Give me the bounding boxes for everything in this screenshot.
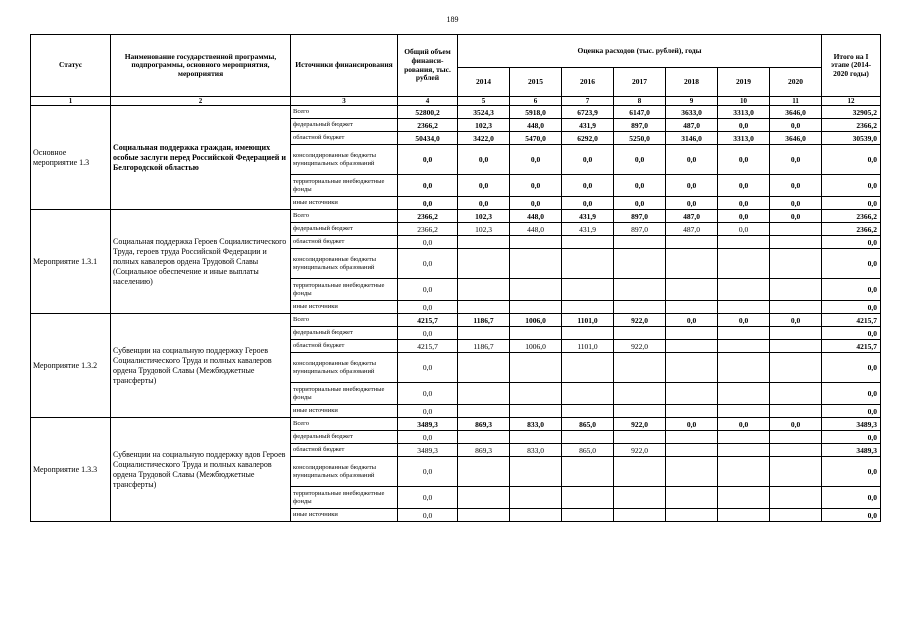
funding-source: федеральный бюджет xyxy=(291,223,398,236)
year-value-cell xyxy=(458,279,510,301)
year-value-cell: 0,0 xyxy=(718,145,770,175)
year-value-cell: 869,3 xyxy=(458,444,510,457)
year-value-cell xyxy=(718,249,770,279)
year-value-cell xyxy=(458,487,510,509)
header-stage-total: Итого на I этапе (2014-2020 годы) xyxy=(822,35,881,97)
year-value-cell: 3646,0 xyxy=(770,132,822,145)
year-value-cell: 3633,0 xyxy=(666,106,718,119)
year-value-cell xyxy=(458,405,510,418)
year-value-cell xyxy=(770,444,822,457)
stage-total-cell: 0,0 xyxy=(822,457,881,487)
year-value-cell: 0,0 xyxy=(770,197,822,210)
year-value-cell: 0,0 xyxy=(666,314,718,327)
year-value-cell xyxy=(458,249,510,279)
year-value-cell: 487,0 xyxy=(666,119,718,132)
year-value-cell: 0,0 xyxy=(666,418,718,431)
header-name: Наименование государственной программы, подпрограммы, основного мероприятия, мероприятия xyxy=(111,35,291,97)
year-value-cell: 6147,0 xyxy=(614,106,666,119)
column-number: 12 xyxy=(822,97,881,106)
stage-total-cell: 0,0 xyxy=(822,301,881,314)
year-value-cell: 897,0 xyxy=(614,210,666,223)
funding-source: областной бюджет xyxy=(291,340,398,353)
year-value-cell: 6723,9 xyxy=(562,106,614,119)
year-value-cell: 0,0 xyxy=(770,210,822,223)
total-volume-cell: 4215,7 xyxy=(398,340,458,353)
year-value-cell xyxy=(770,487,822,509)
year-value-cell: 865,0 xyxy=(562,418,614,431)
header-year: 2019 xyxy=(718,68,770,97)
year-value-cell xyxy=(614,353,666,383)
year-value-cell: 897,0 xyxy=(614,119,666,132)
year-value-cell xyxy=(510,279,562,301)
year-value-cell: 3313,0 xyxy=(718,106,770,119)
stage-total-cell: 0,0 xyxy=(822,175,881,197)
year-value-cell xyxy=(614,431,666,444)
expenses-table xyxy=(30,34,881,522)
stage-total-cell: 0,0 xyxy=(822,236,881,249)
year-value-cell xyxy=(770,279,822,301)
header-year: 2016 xyxy=(562,68,614,97)
total-volume-cell: 0,0 xyxy=(398,487,458,509)
year-value-cell: 6292,0 xyxy=(562,132,614,145)
year-value-cell xyxy=(666,279,718,301)
year-value-cell xyxy=(562,431,614,444)
column-number: 10 xyxy=(718,97,770,106)
stage-total-cell: 3489,3 xyxy=(822,444,881,457)
year-value-cell xyxy=(718,509,770,522)
year-value-cell: 0,0 xyxy=(562,197,614,210)
year-value-cell xyxy=(718,457,770,487)
header-total-volume: Общий объем финанси-рования, тыс. рублей xyxy=(398,35,458,97)
stage-total-cell: 30539,0 xyxy=(822,132,881,145)
year-value-cell: 0,0 xyxy=(458,197,510,210)
year-value-cell: 922,0 xyxy=(614,418,666,431)
year-value-cell xyxy=(666,353,718,383)
year-value-cell xyxy=(510,487,562,509)
column-number: 6 xyxy=(510,97,562,106)
year-value-cell xyxy=(614,405,666,418)
year-value-cell xyxy=(458,236,510,249)
column-number: 9 xyxy=(666,97,718,106)
year-value-cell: 0,0 xyxy=(718,175,770,197)
year-value-cell xyxy=(562,405,614,418)
year-value-cell xyxy=(666,383,718,405)
column-number: 5 xyxy=(458,97,510,106)
year-value-cell xyxy=(510,405,562,418)
funding-source: иные источники xyxy=(291,405,398,418)
header-estimate: Оценка расходов (тыс. рублей), годы xyxy=(458,35,822,68)
stage-total-cell: 0,0 xyxy=(822,145,881,175)
total-volume-cell: 0,0 xyxy=(398,383,458,405)
total-volume-cell: 3489,3 xyxy=(398,418,458,431)
year-value-cell xyxy=(666,236,718,249)
year-value-cell xyxy=(718,301,770,314)
stage-total-cell: 0,0 xyxy=(822,353,881,383)
funding-source: федеральный бюджет xyxy=(291,119,398,132)
total-volume-cell: 3489,3 xyxy=(398,444,458,457)
stage-total-cell: 4215,7 xyxy=(822,314,881,327)
funding-source: областной бюджет xyxy=(291,236,398,249)
year-value-cell xyxy=(562,279,614,301)
year-value-cell xyxy=(666,249,718,279)
funding-source: консолидированные бюджеты муниципальных образований xyxy=(291,249,398,279)
year-value-cell xyxy=(458,301,510,314)
year-value-cell xyxy=(562,383,614,405)
year-value-cell xyxy=(770,431,822,444)
year-value-cell xyxy=(770,236,822,249)
year-value-cell xyxy=(666,487,718,509)
year-value-cell xyxy=(510,431,562,444)
row-status: Мероприятие 1.3.2 xyxy=(31,314,111,418)
table-row xyxy=(31,106,881,119)
year-value-cell: 0,0 xyxy=(562,175,614,197)
year-value-cell: 5250,0 xyxy=(614,132,666,145)
year-value-cell: 448,0 xyxy=(510,223,562,236)
year-value-cell: 0,0 xyxy=(718,197,770,210)
year-value-cell xyxy=(510,301,562,314)
stage-total-cell: 0,0 xyxy=(822,509,881,522)
row-status: Основное мероприятие 1.3 xyxy=(31,106,111,210)
funding-source: иные источники xyxy=(291,197,398,210)
year-value-cell: 102,3 xyxy=(458,223,510,236)
total-volume-cell: 2366,2 xyxy=(398,223,458,236)
year-value-cell xyxy=(666,327,718,340)
year-value-cell xyxy=(562,236,614,249)
total-volume-cell: 2366,2 xyxy=(398,210,458,223)
year-value-cell xyxy=(614,487,666,509)
stage-total-cell: 2366,2 xyxy=(822,119,881,132)
year-value-cell: 3524,3 xyxy=(458,106,510,119)
year-value-cell xyxy=(770,353,822,383)
year-value-cell: 3146,0 xyxy=(666,132,718,145)
year-value-cell: 0,0 xyxy=(770,145,822,175)
year-value-cell xyxy=(614,301,666,314)
funding-source: областной бюджет xyxy=(291,444,398,457)
column-number: 2 xyxy=(111,97,291,106)
stage-total-cell: 3489,3 xyxy=(822,418,881,431)
year-value-cell: 448,0 xyxy=(510,210,562,223)
year-value-cell: 431,9 xyxy=(562,210,614,223)
year-value-cell xyxy=(614,509,666,522)
year-value-cell xyxy=(614,249,666,279)
year-value-cell xyxy=(718,327,770,340)
year-value-cell: 922,0 xyxy=(614,340,666,353)
year-value-cell xyxy=(718,444,770,457)
total-volume-cell: 0,0 xyxy=(398,509,458,522)
year-value-cell xyxy=(666,457,718,487)
year-value-cell xyxy=(770,405,822,418)
header-year: 2015 xyxy=(510,68,562,97)
year-value-cell: 0,0 xyxy=(770,418,822,431)
header-sources: Источники финансирования xyxy=(291,35,398,97)
year-value-cell: 897,0 xyxy=(614,223,666,236)
year-value-cell: 0,0 xyxy=(718,314,770,327)
year-value-cell: 0,0 xyxy=(770,119,822,132)
year-value-cell xyxy=(562,249,614,279)
stage-total-cell: 32905,2 xyxy=(822,106,881,119)
year-value-cell: 869,3 xyxy=(458,418,510,431)
funding-source: консолидированные бюджеты муниципальных образований xyxy=(291,353,398,383)
year-value-cell: 1186,7 xyxy=(458,314,510,327)
year-value-cell xyxy=(770,340,822,353)
total-volume-cell: 0,0 xyxy=(398,301,458,314)
year-value-cell: 1101,0 xyxy=(562,340,614,353)
row-status: Мероприятие 1.3.1 xyxy=(31,210,111,314)
year-value-cell: 0,0 xyxy=(718,210,770,223)
year-value-cell: 0,0 xyxy=(562,145,614,175)
year-value-cell xyxy=(666,340,718,353)
year-value-cell: 102,3 xyxy=(458,119,510,132)
page-number: 189 xyxy=(446,15,459,24)
year-value-cell: 922,0 xyxy=(614,444,666,457)
total-volume-cell: 0,0 xyxy=(398,236,458,249)
year-value-cell: 431,9 xyxy=(562,119,614,132)
stage-total-cell: 0,0 xyxy=(822,279,881,301)
year-value-cell xyxy=(458,327,510,340)
year-value-cell: 5470,0 xyxy=(510,132,562,145)
stage-total-cell: 0,0 xyxy=(822,405,881,418)
year-value-cell: 0,0 xyxy=(718,223,770,236)
total-volume-cell: 0,0 xyxy=(398,145,458,175)
column-number: 1 xyxy=(31,97,111,106)
row-name: Социальная поддержка граждан, имеющих особые заслуги перед Российской Федерацией и Белгородской областью xyxy=(111,106,291,210)
year-value-cell: 0,0 xyxy=(510,145,562,175)
total-volume-cell: 0,0 xyxy=(398,353,458,383)
table-row xyxy=(31,418,881,431)
row-name: Субвенции на социальную поддержку вдов Героев Социалистического Труда и полных кавалеров ордена Трудовой Славы (Межбюджетные трансферты) xyxy=(111,418,291,522)
year-value-cell xyxy=(458,509,510,522)
column-number: 4 xyxy=(398,97,458,106)
stage-total-cell: 0,0 xyxy=(822,327,881,340)
stage-total-cell: 0,0 xyxy=(822,487,881,509)
column-number: 8 xyxy=(614,97,666,106)
year-value-cell xyxy=(718,236,770,249)
year-value-cell xyxy=(666,444,718,457)
year-value-cell: 0,0 xyxy=(666,197,718,210)
funding-source: федеральный бюджет xyxy=(291,431,398,444)
year-value-cell: 102,3 xyxy=(458,210,510,223)
column-number: 3 xyxy=(291,97,398,106)
row-name: Субвенции на социальную поддержку Героев Социалистического Труда и полных кавалеров ордена Трудовой Славы (Межбюджетные трансферты) xyxy=(111,314,291,418)
header-year: 2018 xyxy=(666,68,718,97)
stage-total-cell: 2366,2 xyxy=(822,223,881,236)
funding-source: иные источники xyxy=(291,509,398,522)
funding-source: Всего xyxy=(291,418,398,431)
year-value-cell xyxy=(770,457,822,487)
year-value-cell: 0,0 xyxy=(770,175,822,197)
year-value-cell xyxy=(718,405,770,418)
year-value-cell: 0,0 xyxy=(458,175,510,197)
funding-source: территориальные внебюджетные фонды xyxy=(291,487,398,509)
row-status: Мероприятие 1.3.3 xyxy=(31,418,111,522)
total-volume-cell: 0,0 xyxy=(398,327,458,340)
year-value-cell xyxy=(770,327,822,340)
year-value-cell: 1006,0 xyxy=(510,314,562,327)
year-value-cell xyxy=(510,249,562,279)
year-value-cell: 0,0 xyxy=(770,314,822,327)
year-value-cell xyxy=(718,340,770,353)
year-value-cell xyxy=(458,353,510,383)
year-value-cell xyxy=(614,279,666,301)
column-number: 7 xyxy=(562,97,614,106)
year-value-cell xyxy=(510,327,562,340)
stage-total-cell: 4215,7 xyxy=(822,340,881,353)
year-value-cell: 833,0 xyxy=(510,418,562,431)
funding-source: федеральный бюджет xyxy=(291,327,398,340)
total-volume-cell: 50434,0 xyxy=(398,132,458,145)
year-value-cell xyxy=(718,279,770,301)
year-value-cell: 1101,0 xyxy=(562,314,614,327)
year-value-cell: 0,0 xyxy=(614,145,666,175)
header-year: 2017 xyxy=(614,68,666,97)
year-value-cell xyxy=(666,405,718,418)
total-volume-cell: 0,0 xyxy=(398,279,458,301)
year-value-cell: 487,0 xyxy=(666,210,718,223)
year-value-cell xyxy=(770,301,822,314)
funding-source: консолидированные бюджеты муниципальных образований xyxy=(291,145,398,175)
funding-source: территориальные внебюджетные фонды xyxy=(291,279,398,301)
year-value-cell: 0,0 xyxy=(718,418,770,431)
table-row xyxy=(31,314,881,327)
year-value-cell xyxy=(458,383,510,405)
year-value-cell: 0,0 xyxy=(614,175,666,197)
total-volume-cell: 4215,7 xyxy=(398,314,458,327)
year-value-cell xyxy=(562,457,614,487)
year-value-cell xyxy=(666,509,718,522)
total-volume-cell: 52800,2 xyxy=(398,106,458,119)
funding-source: Всего xyxy=(291,106,398,119)
total-volume-cell: 0,0 xyxy=(398,405,458,418)
year-value-cell: 833,0 xyxy=(510,444,562,457)
year-value-cell xyxy=(510,353,562,383)
header-year: 2020 xyxy=(770,68,822,97)
funding-source: Всего xyxy=(291,314,398,327)
year-value-cell xyxy=(562,487,614,509)
year-value-cell xyxy=(614,383,666,405)
total-volume-cell: 0,0 xyxy=(398,197,458,210)
year-value-cell xyxy=(614,457,666,487)
total-volume-cell: 0,0 xyxy=(398,249,458,279)
year-value-cell xyxy=(614,327,666,340)
funding-source: территориальные внебюджетные фонды xyxy=(291,383,398,405)
year-value-cell xyxy=(510,383,562,405)
year-value-cell xyxy=(718,431,770,444)
funding-source: территориальные внебюджетные фонды xyxy=(291,175,398,197)
stage-total-cell: 2366,2 xyxy=(822,210,881,223)
year-value-cell xyxy=(458,457,510,487)
year-value-cell: 487,0 xyxy=(666,223,718,236)
year-value-cell: 3646,0 xyxy=(770,106,822,119)
year-value-cell xyxy=(718,487,770,509)
year-value-cell: 0,0 xyxy=(510,197,562,210)
year-value-cell: 0,0 xyxy=(458,145,510,175)
year-value-cell: 1006,0 xyxy=(510,340,562,353)
year-value-cell xyxy=(770,223,822,236)
column-number: 11 xyxy=(770,97,822,106)
header-year: 2014 xyxy=(458,68,510,97)
year-value-cell: 0,0 xyxy=(666,175,718,197)
total-volume-cell: 0,0 xyxy=(398,175,458,197)
year-value-cell: 0,0 xyxy=(614,197,666,210)
stage-total-cell: 0,0 xyxy=(822,431,881,444)
year-value-cell: 0,0 xyxy=(510,175,562,197)
year-value-cell: 1186,7 xyxy=(458,340,510,353)
year-value-cell: 3422,0 xyxy=(458,132,510,145)
year-value-cell: 3313,0 xyxy=(718,132,770,145)
funding-source: консолидированные бюджеты муниципальных образований xyxy=(291,457,398,487)
year-value-cell: 0,0 xyxy=(666,145,718,175)
year-value-cell: 0,0 xyxy=(718,119,770,132)
year-value-cell xyxy=(770,509,822,522)
stage-total-cell: 0,0 xyxy=(822,197,881,210)
row-name: Социальная поддержка Героев Социалистического Труда, героев труда Российской Федерации и полных кавалеров ордена Трудовой Славы (Социальное обеспечение и иные выплаты населению) xyxy=(111,210,291,314)
total-volume-cell: 2366,2 xyxy=(398,119,458,132)
total-volume-cell: 0,0 xyxy=(398,457,458,487)
stage-total-cell: 0,0 xyxy=(822,249,881,279)
year-value-cell xyxy=(770,383,822,405)
funding-source: Всего xyxy=(291,210,398,223)
stage-total-cell: 0,0 xyxy=(822,383,881,405)
year-value-cell xyxy=(562,509,614,522)
year-value-cell xyxy=(562,353,614,383)
year-value-cell: 922,0 xyxy=(614,314,666,327)
year-value-cell: 431,9 xyxy=(562,223,614,236)
year-value-cell xyxy=(614,236,666,249)
year-value-cell xyxy=(666,431,718,444)
year-value-cell: 448,0 xyxy=(510,119,562,132)
total-volume-cell: 0,0 xyxy=(398,431,458,444)
year-value-cell xyxy=(510,236,562,249)
year-value-cell xyxy=(666,301,718,314)
year-value-cell xyxy=(718,353,770,383)
year-value-cell: 865,0 xyxy=(562,444,614,457)
year-value-cell xyxy=(718,383,770,405)
funding-source: областной бюджет xyxy=(291,132,398,145)
header-status: Статус xyxy=(31,35,111,97)
funding-source: иные источники xyxy=(291,301,398,314)
year-value-cell xyxy=(562,301,614,314)
year-value-cell xyxy=(770,249,822,279)
year-value-cell xyxy=(458,431,510,444)
year-value-cell: 5918,0 xyxy=(510,106,562,119)
year-value-cell xyxy=(510,457,562,487)
year-value-cell xyxy=(510,509,562,522)
year-value-cell xyxy=(562,327,614,340)
table-row xyxy=(31,210,881,223)
